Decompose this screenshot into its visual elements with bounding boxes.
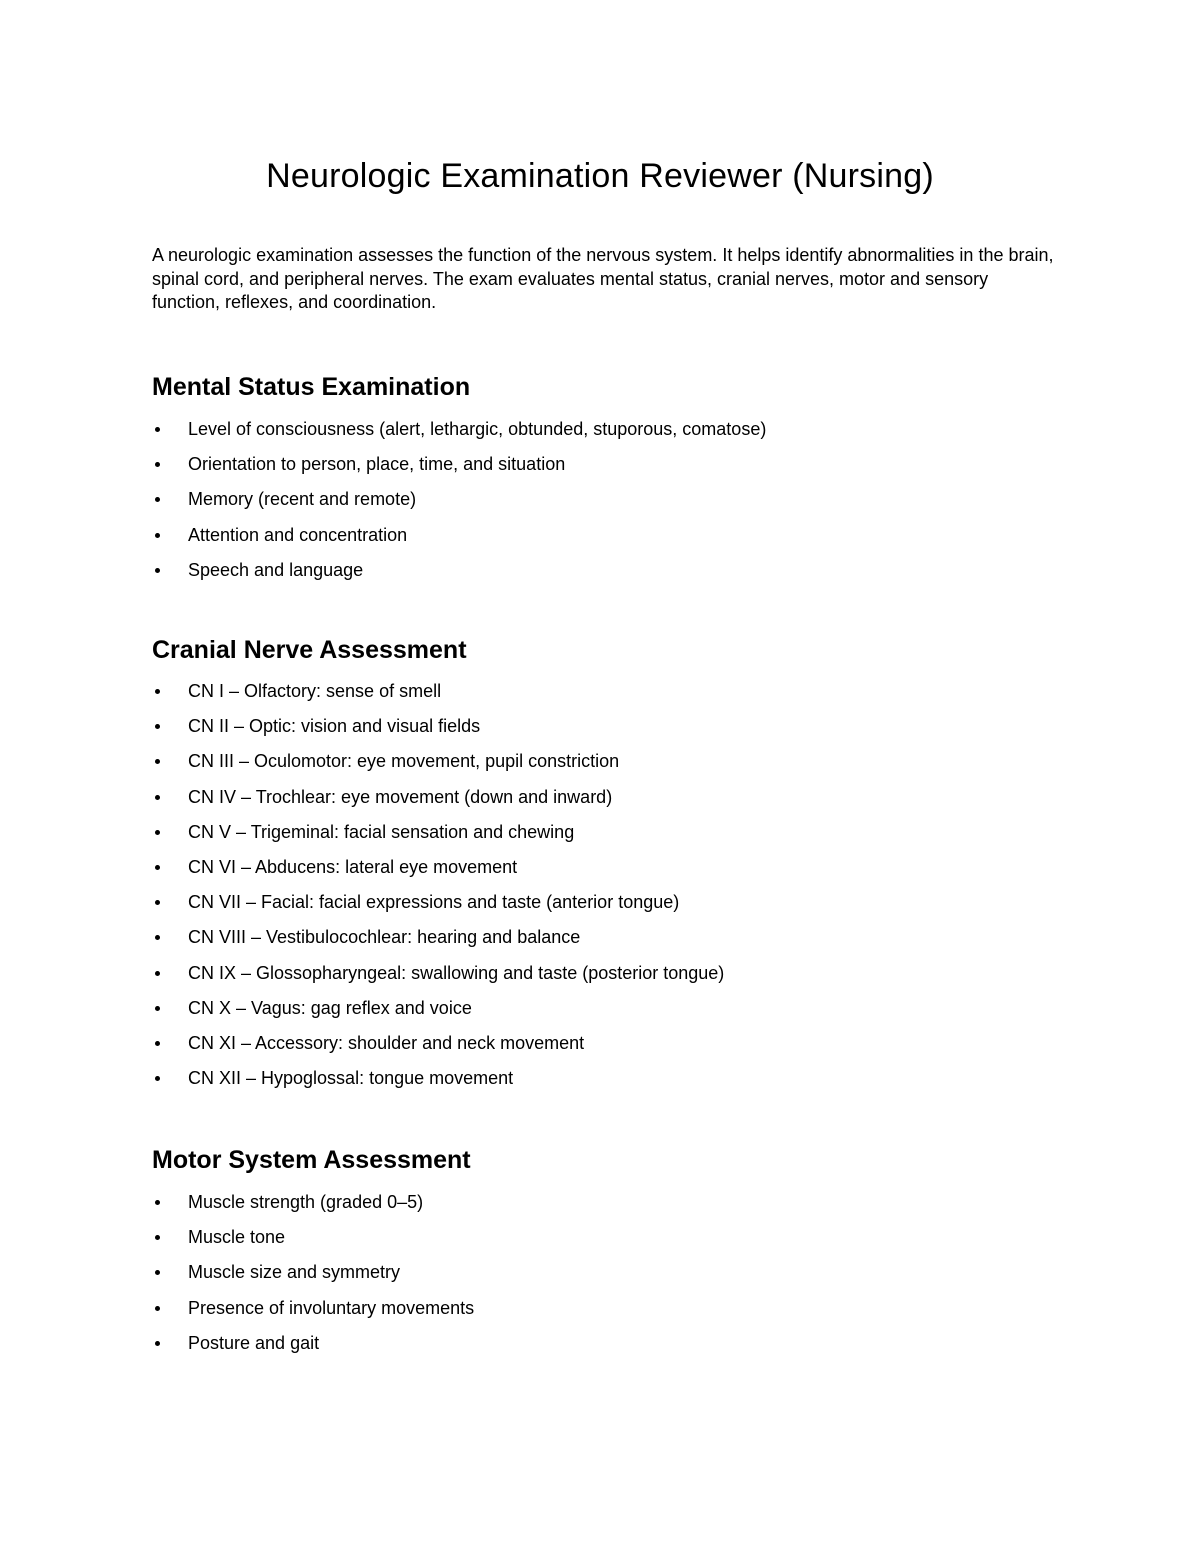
list-item-text: CN X – Vagus: gag reflex and voice [188, 997, 472, 1018]
list-item-text: Muscle tone [188, 1227, 286, 1248]
list-item [152, 961, 724, 996]
page-title: Neurologic Examination Reviewer (Nursing) [266, 157, 934, 195]
bullet-icon [155, 1076, 160, 1081]
list-item-text: CN VII – Facial: facial expressions and taste (anterior tongue) [188, 892, 680, 913]
bullet-icon [155, 427, 160, 432]
bullet-icon [155, 533, 160, 538]
list-item-text: CN VIII – Vestibulocochlear: hearing and balance [188, 927, 581, 948]
list-item [152, 558, 766, 593]
bullet-icon [155, 1200, 160, 1205]
list-item-text: Posture and gait [188, 1332, 320, 1353]
list-item [152, 925, 724, 960]
bullet-icon [155, 1306, 160, 1311]
list-item [152, 1260, 474, 1295]
mental-status-list [152, 417, 766, 593]
bullet-icon [155, 900, 160, 905]
list-item [152, 1190, 474, 1225]
list-item-text: CN III – Oculomotor: eye movement, pupil constriction [188, 751, 620, 772]
bullet-icon [155, 1235, 160, 1240]
bullet-icon [155, 865, 160, 870]
bullet-icon [155, 1341, 160, 1346]
bullet-icon [155, 568, 160, 573]
list-item-text: Attention and concentration [188, 524, 408, 545]
list-item-text: Muscle strength (graded 0–5) [188, 1192, 424, 1212]
section-heading-cranial-nerve: Cranial Nerve Assessment [152, 636, 467, 664]
section-heading-motor-system: Motor System Assessment [152, 1146, 471, 1174]
list-item [152, 452, 766, 487]
bullet-icon [155, 724, 160, 729]
list-item-text: CN VI – Abducens: lateral eye movement [188, 856, 518, 877]
list-item [152, 749, 724, 784]
list-item [152, 523, 766, 558]
list-item-text: Muscle size and symmetry [188, 1262, 401, 1283]
bullet-icon [155, 689, 160, 694]
list-item-text: Level of consciousness (alert, lethargic, obtunded, stuporous, comatose) [188, 419, 767, 439]
section-heading-mental-status: Mental Status Examination [152, 373, 471, 401]
list-item [152, 820, 724, 855]
list-item-text: CN XI – Accessory: shoulder and neck movement [188, 1032, 585, 1053]
bullet-icon [155, 462, 160, 467]
bullet-icon [155, 1041, 160, 1046]
list-item-text: Speech and language [188, 559, 364, 580]
list-item [152, 996, 724, 1031]
bullet-icon [155, 759, 160, 764]
list-item-text: CN XII – Hypoglossal: tongue movement [188, 1068, 514, 1089]
list-item [152, 1225, 474, 1260]
list-item-text: CN IV – Trochlear: eye movement (down and inward) [188, 786, 613, 807]
list-item-text: Orientation to person, place, time, and situation [188, 454, 566, 475]
list-item-text: CN IX – Glossopharyngeal: swallowing and taste (posterior tongue) [188, 962, 725, 983]
bullet-icon [155, 971, 160, 976]
bullet-icon [155, 935, 160, 940]
list-item-text: Memory (recent and remote) [188, 489, 417, 510]
list-item [152, 855, 724, 890]
intro-paragraph: A neurologic examination assesses the function of the nervous system. It helps identify abnormalities in the brain, spinal cord, and peripheral nerves. The exam evaluates mental status, cranial nerves, motor and sensory function, reflexes, and coordination. [152, 245, 1054, 312]
cranial-nerve-list [152, 679, 724, 1101]
bullet-icon [155, 1270, 160, 1275]
list-item [152, 1331, 474, 1366]
bullet-icon [155, 1006, 160, 1011]
list-item [152, 679, 724, 714]
bullet-icon [155, 795, 160, 800]
list-item-text: CN V – Trigeminal: facial sensation and chewing [188, 821, 575, 842]
list-item-text: CN I – Olfactory: sense of smell [188, 681, 442, 701]
list-item-text: CN II – Optic: vision and visual fields [188, 716, 481, 737]
bullet-icon [155, 830, 160, 835]
list-item [152, 1066, 724, 1101]
list-item [152, 487, 766, 522]
motor-system-list [152, 1190, 474, 1366]
list-item [152, 785, 724, 820]
list-item [152, 1031, 724, 1066]
list-item [152, 1296, 474, 1331]
bullet-icon [155, 497, 160, 502]
list-item-text: Presence of involuntary movements [188, 1297, 475, 1318]
list-item [152, 417, 766, 452]
list-item [152, 714, 724, 749]
list-item [152, 890, 724, 925]
